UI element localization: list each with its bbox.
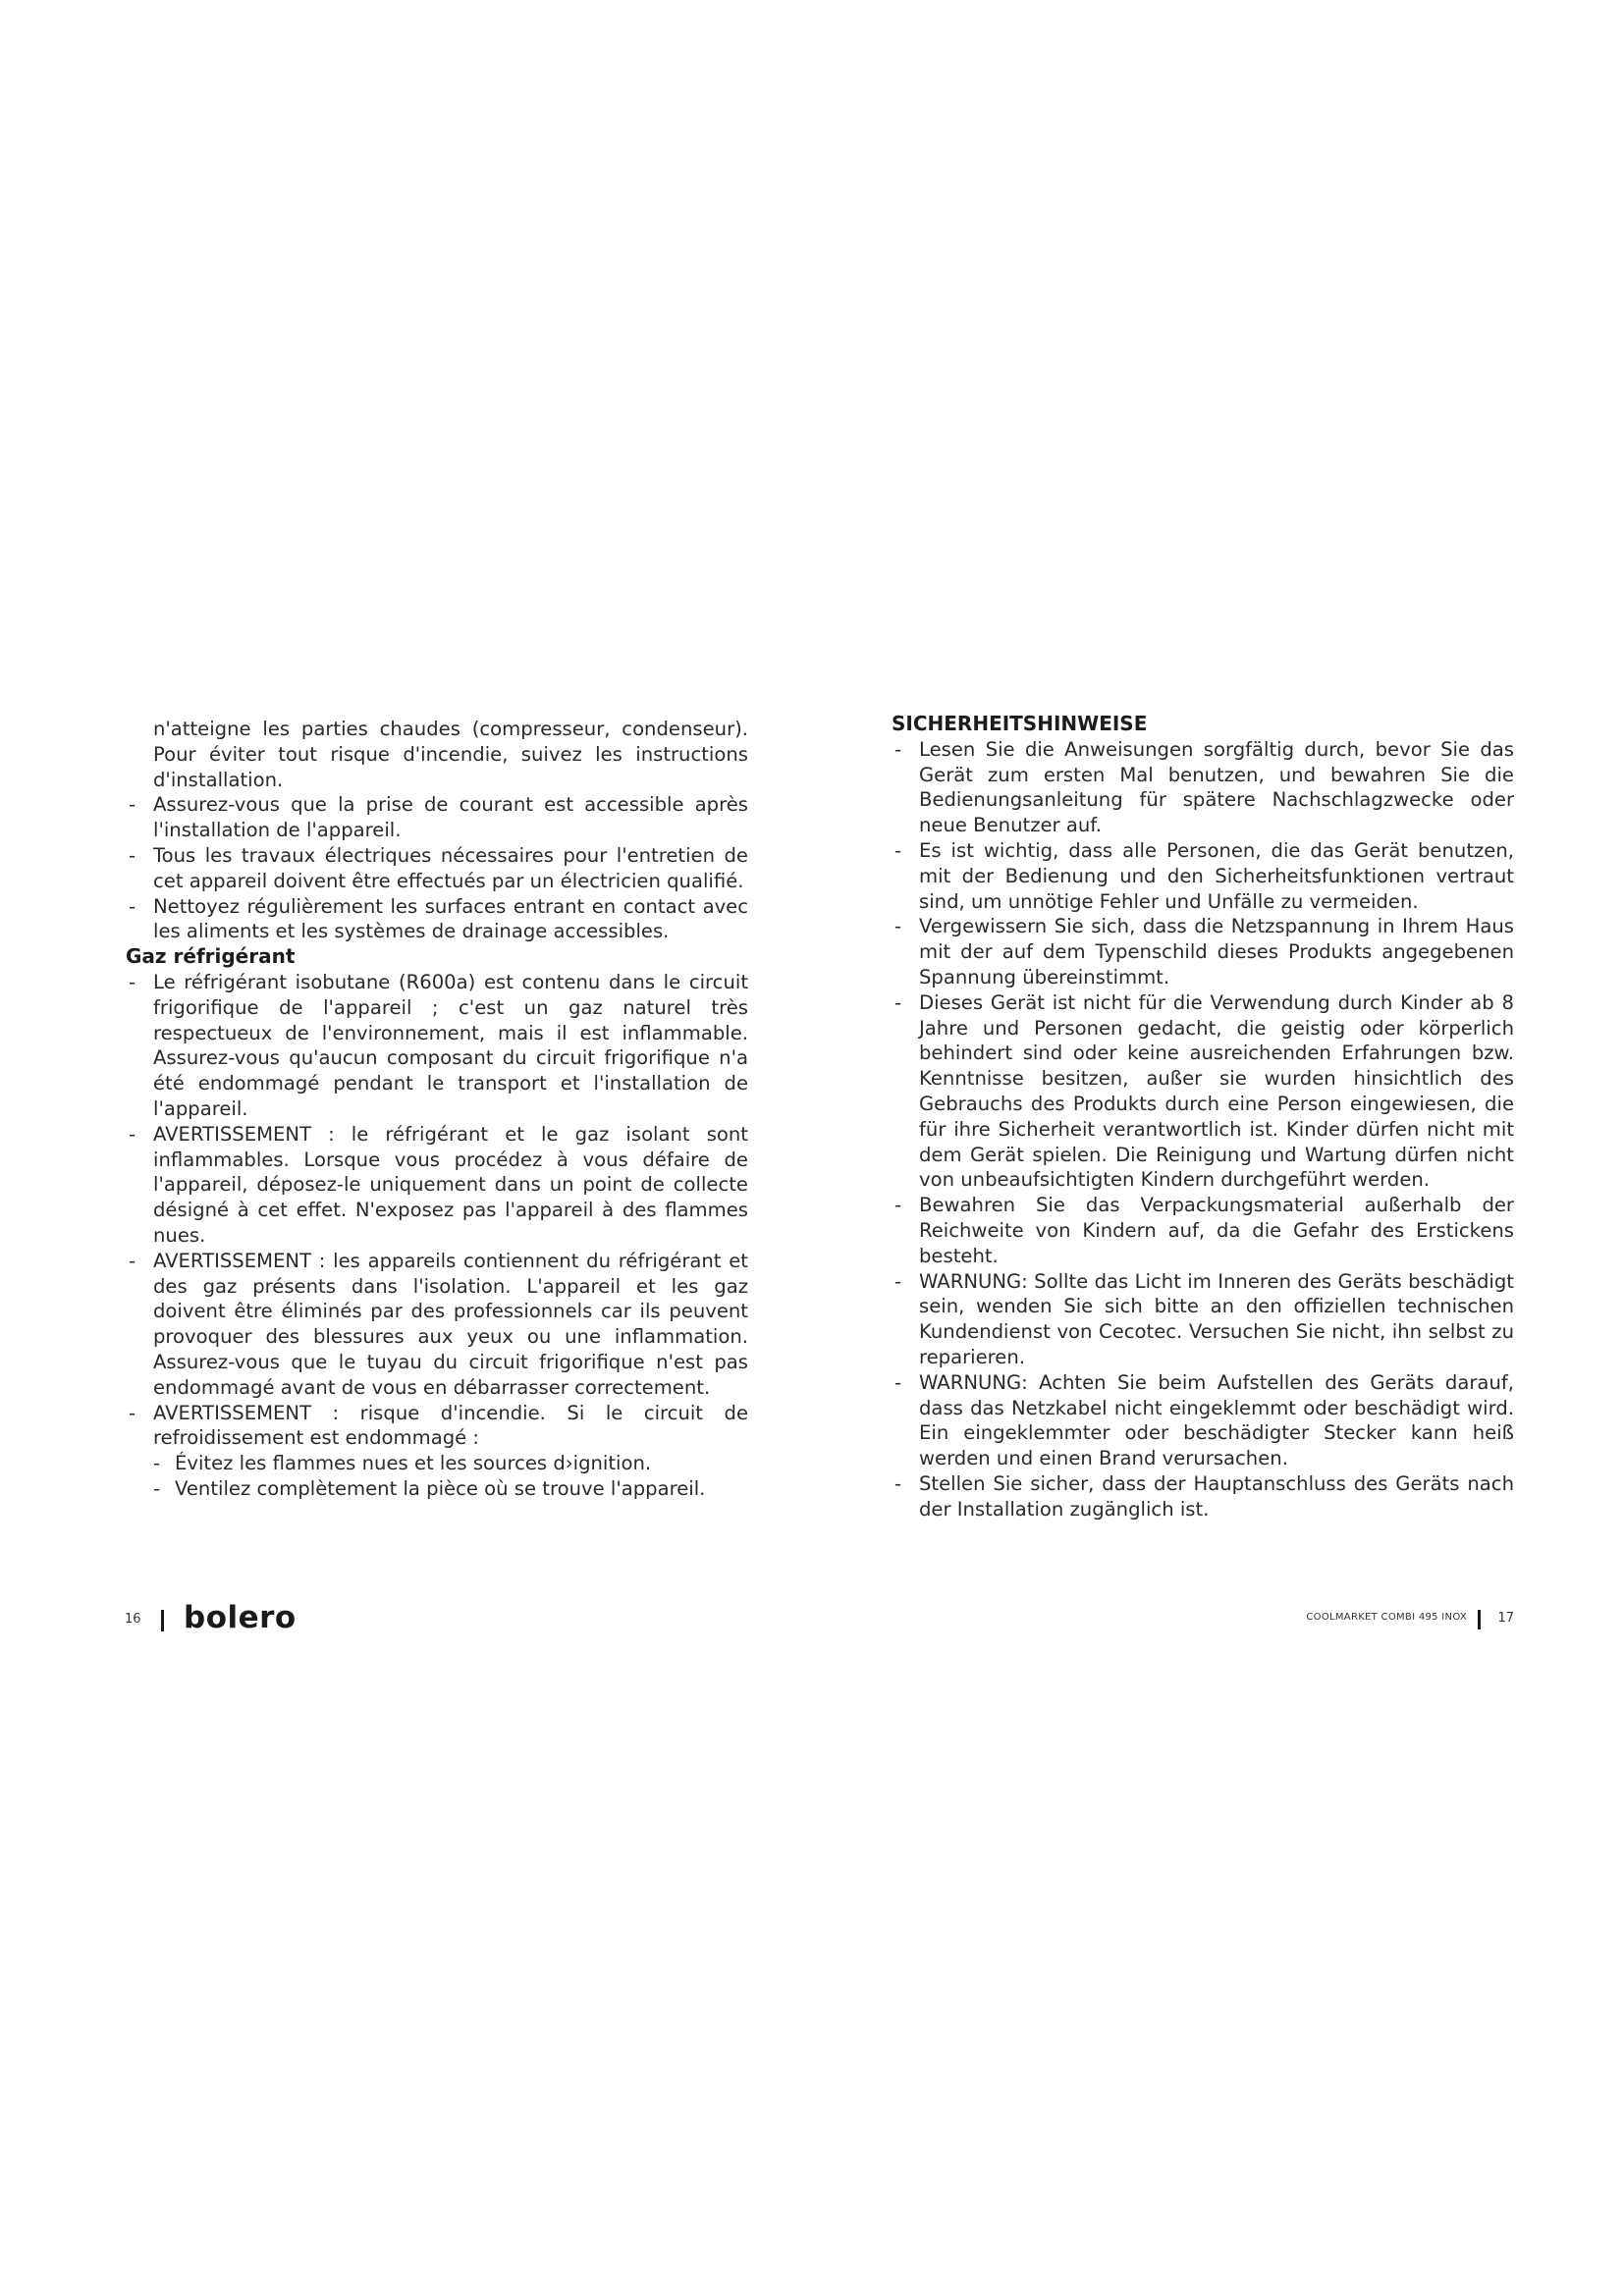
list-item: - Nettoyez régulièrement les surfaces entrant en contact avec les aliments et les systèmes de drainage accessibles. xyxy=(126,894,748,945)
list-item: - Assurez-vous que la prise de courant est accessible après l'installation de l'appareil. xyxy=(126,792,748,843)
footer-divider-left xyxy=(161,1610,164,1631)
list-item: - Bewahren Sie das Verpackungsmaterial außerhalb der Reichweite von Kindern auf, da die Gefahr des Erstickens besteht. xyxy=(892,1193,1514,1268)
list-item: - AVERTISSEMENT : le réfrigérant et le gaz isolant sont inflammables. Lorsque vous procédez à vous défaire de l'appareil, déposez-le uniquement dans un point de collecte désigné à cet effet. N'exposez pas l'appareil à des flammes nues. xyxy=(126,1122,748,1249)
list-item: - WARNUNG: Achten Sie beim Aufstellen des Geräts darauf, dass das Netzkabel nicht eingeklemmt oder beschädigt wird. Ein eingeklemmter oder beschädigter Stecker kann heiß werden und einen Brand verursachen. xyxy=(892,1370,1514,1471)
brand-logo: bolero xyxy=(184,1600,297,1635)
page-number-right: 17 xyxy=(1497,1611,1514,1626)
list-item: - WARNUNG: Sollte das Licht im Inneren des Geräts beschädigt sein, wenden Sie sich bitte an den offiziellen technischen Kundendienst von Cecotec. Versuchen Sie nicht, ihn selbst zu reparieren. xyxy=(892,1269,1514,1370)
section-heading-safety: SICHERHEITSHINWEISE xyxy=(892,712,1148,735)
section-heading-refrigerant-gas: Gaz réfrigérant xyxy=(126,944,296,969)
page-number-left: 16 xyxy=(125,1612,141,1627)
footer-right xyxy=(1141,1610,1514,1639)
sub-list-item: - Ventilez complètement la pièce où se trouve l'appareil. xyxy=(126,1476,748,1502)
list-item: - Lesen Sie die Anweisungen sorgfältig durch, bevor Sie das Gerät zum ersten Mal benutzen, und bewahren Sie die Bedienungsanleitung für spätere Nachschlagzwecke oder neue Benutzer auf. xyxy=(892,737,1514,838)
list-item: - Le réfrigérant isobutane (R600a) est contenu dans le circuit frigorifique de l'appareil ; c'est un gaz naturel très respectueux de l'environnement, mais il est inflammable. Assurez-vous qu'aucun composant du circuit frigorifique n'a été endommagé pendant le transport et l'installation de l'appareil. xyxy=(126,970,748,1122)
list-item: - AVERTISSEMENT : les appareils contiennent du réfrigérant et des gaz présents dans l'isolation. L'appareil et les gaz doivent être éliminés par des professionnels car ils peuvent provoquer des blessures aux yeux ou une inflammation. Assurez-vous que le tuyau du circuit frigorifique n'est pas endommagé avant de vous en débarrasser correctement. xyxy=(126,1249,748,1401)
continued-paragraph: n'atteigne les parties chaudes (compresseur, condenseur). Pour éviter tout risque d'incendie, suivez les instructions d'installation. xyxy=(153,718,748,791)
sub-list-item: - Évitez les flammes nues et les sources d›ignition. xyxy=(126,1451,748,1476)
list-item: - AVERTISSEMENT : risque d'incendie. Si le circuit de refroidissement est endommagé : xyxy=(126,1401,748,1452)
left-column xyxy=(126,717,748,1502)
footer-divider-right xyxy=(1478,1610,1481,1629)
list-item: - Stellen Sie sicher, dass der Hauptanschluss des Geräts nach der Installation zugänglich ist. xyxy=(892,1471,1514,1522)
list-item: - Es ist wichtig, dass alle Personen, die das Gerät benutzen, mit der Bedienung und den Sicherheitsfunktionen vertraut sind, um unnötige Fehler und Unfälle zu vermeiden. xyxy=(892,838,1514,914)
list-item: - Dieses Gerät ist nicht für die Verwendung durch Kinder ab 8 Jahre und Personen gedacht, die geistig oder körperlich behindert sind oder keine ausreichenden Erfahrungen bzw. Kenntnisse besitzen, außer sie wurden hinsichtlich des Gebrauchs des Produkts durch eine Person eingewiesen, die für ihre Sicherheit verantwortlich ist. Kinder dürfen nicht mit dem Gerät spielen. Die Reinigung und Wartung dürfen nicht von unbeaufsichtigten Kindern durchgeführt werden. xyxy=(892,990,1514,1193)
right-column xyxy=(892,712,1514,1522)
list-item: - Tous les travaux électriques nécessaires pour l'entretien de cet appareil doivent être effectués par un électricien qualifié. xyxy=(126,843,748,894)
model-name: COOLMARKET COMBI 495 INOX xyxy=(1306,1612,1467,1623)
list-item: - Vergewissern Sie sich, dass die Netzspannung in Ihrem Haus mit der auf dem Typenschild dieses Produkts angegebenen Spannung übereinstimmt. xyxy=(892,914,1514,989)
